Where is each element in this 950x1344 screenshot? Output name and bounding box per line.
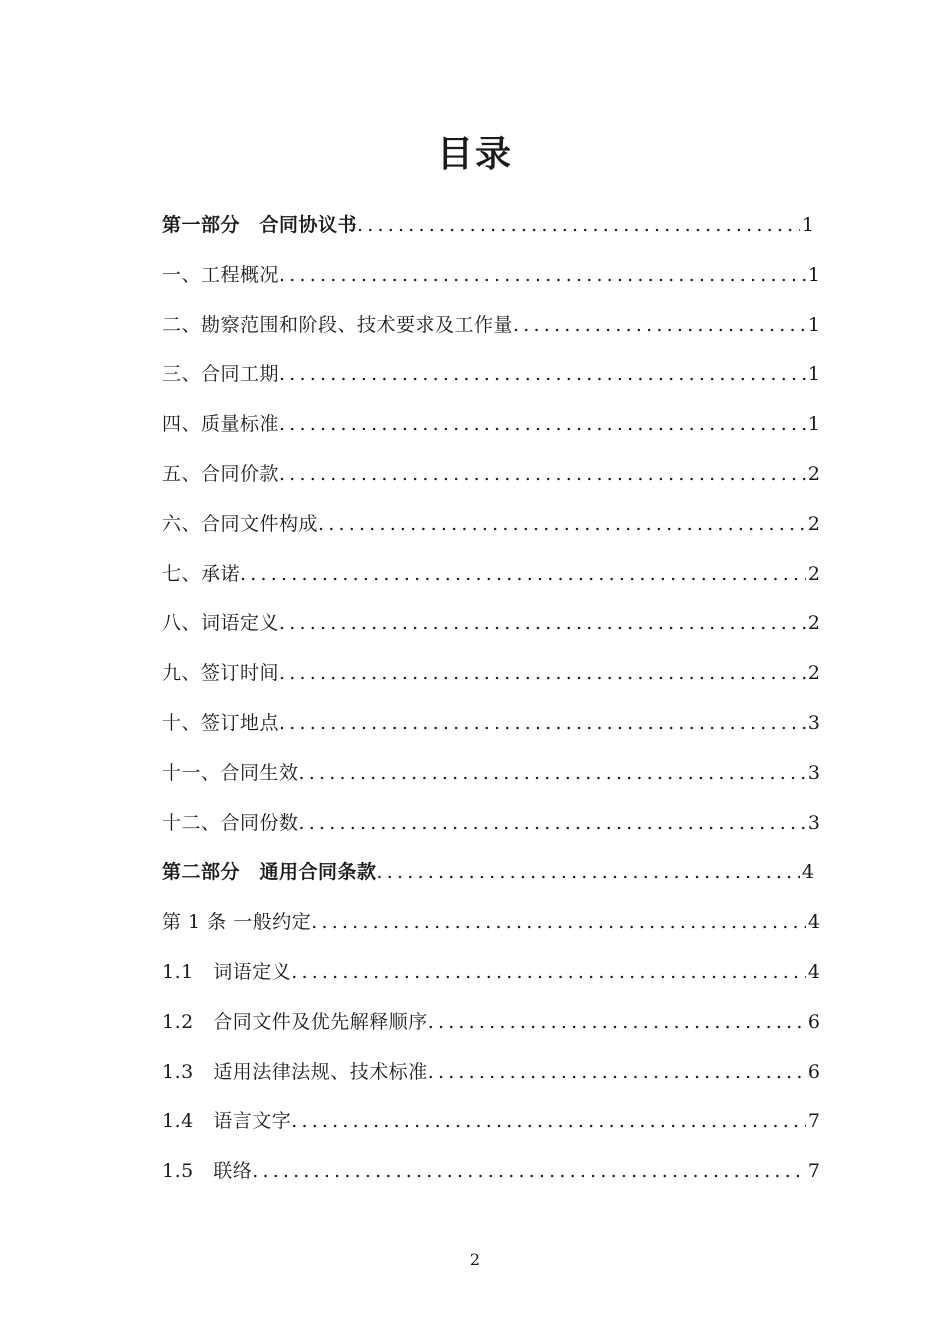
- toc-entry[interactable]: [162, 1054, 820, 1104]
- toc-entry-label: 一、工程概况: [162, 263, 280, 286]
- toc-entry-page-number: 7: [807, 1160, 820, 1183]
- toc-entry-label: 1.2 合同文件及优先解释顺序: [162, 1010, 428, 1033]
- toc-dot-leader: [252, 1153, 806, 1189]
- toc-entry-page-number: 7: [807, 1110, 820, 1133]
- toc-dot-leader: [299, 805, 806, 841]
- toc-entry[interactable]: [162, 904, 820, 954]
- toc-entry-label: 三、合同工期: [162, 363, 280, 386]
- toc-entry[interactable]: [162, 605, 820, 655]
- toc-dot-leader: [279, 655, 806, 691]
- toc-entry-label: 八、词语定义: [162, 612, 280, 635]
- toc-entry-label: 五、合同价款: [162, 462, 280, 485]
- toc-entry-label: 第二部分 通用合同条款: [162, 861, 377, 884]
- toc-dot-leader: [428, 1004, 806, 1040]
- toc-dot-leader: [513, 307, 806, 343]
- toc-entry-label: 1.5 联络: [162, 1160, 253, 1183]
- toc-entry-label: 十一、合同生效: [162, 761, 299, 784]
- table-of-contents: [162, 207, 820, 1203]
- toc-entry[interactable]: [162, 406, 820, 456]
- page-number: 2: [469, 1250, 481, 1269]
- toc-entry-page-number: 3: [807, 761, 820, 784]
- toc-entry-label: 1.3 适用法律法规、技术标准: [162, 1060, 428, 1083]
- toc-entry[interactable]: [162, 556, 820, 606]
- toc-dot-leader: [279, 605, 806, 641]
- toc-entry-page-number: 2: [807, 562, 820, 585]
- toc-entry-label: 第一部分 合同协议书: [162, 214, 358, 236]
- toc-entry[interactable]: [162, 1153, 820, 1203]
- toc-entry[interactable]: [162, 356, 820, 406]
- toc-entry[interactable]: [162, 307, 820, 357]
- toc-entry-label: 七、承诺: [162, 562, 241, 585]
- toc-dot-leader: [318, 506, 806, 542]
- toc-entry[interactable]: [162, 1004, 820, 1054]
- toc-entry[interactable]: [162, 506, 820, 556]
- toc-dot-leader: [279, 705, 806, 741]
- toc-entry-page-number: 4: [807, 911, 820, 934]
- toc-entry[interactable]: [162, 805, 820, 855]
- toc-entry-label: 1.1 词语定义: [162, 960, 292, 983]
- toc-entry-label: 九、签订时间: [162, 662, 280, 685]
- toc-dot-leader: [311, 904, 806, 940]
- toc-entry[interactable]: [162, 655, 820, 705]
- toc-dot-leader: [357, 207, 800, 243]
- toc-dot-leader: [428, 1054, 806, 1090]
- toc-part-heading[interactable]: [162, 854, 820, 904]
- toc-entry-page-number: 1: [801, 214, 814, 236]
- toc-entry-page-number: 1: [807, 313, 820, 336]
- toc-entry-label: 六、合同文件构成: [162, 512, 319, 535]
- toc-entry-page-number: 6: [807, 1010, 820, 1033]
- toc-entry-page-number: 3: [807, 811, 820, 834]
- toc-title: 目录: [436, 133, 513, 175]
- toc-entry-label: 二、勘察范围和阶段、技术要求及工作量: [162, 313, 514, 336]
- toc-entry[interactable]: [162, 755, 820, 805]
- toc-entry-label: 四、质量标准: [162, 413, 280, 436]
- toc-dot-leader: [279, 456, 806, 492]
- toc-dot-leader: [377, 854, 800, 890]
- toc-entry-page-number: 2: [807, 512, 820, 535]
- toc-entry-label: 十、签订地点: [162, 711, 280, 734]
- toc-dot-leader: [299, 755, 806, 791]
- toc-entry[interactable]: [162, 456, 820, 506]
- toc-entry-page-number: 4: [801, 861, 814, 884]
- toc-entry[interactable]: [162, 705, 820, 755]
- toc-dot-leader: [291, 1103, 806, 1139]
- toc-entry-page-number: 4: [807, 960, 820, 983]
- toc-entry-page-number: 3: [807, 711, 820, 734]
- toc-entry-page-number: 1: [807, 263, 820, 286]
- toc-entry-page-number: 1: [807, 413, 820, 436]
- toc-dot-leader: [291, 954, 806, 990]
- toc-part-heading[interactable]: [162, 207, 820, 257]
- toc-dot-leader: [279, 406, 806, 442]
- toc-entry-label: 第 1 条 一般约定: [162, 911, 312, 934]
- toc-entry-label: 1.4 语言文字: [162, 1110, 292, 1133]
- toc-entry-page-number: 2: [807, 612, 820, 635]
- toc-entry-page-number: 2: [807, 662, 820, 685]
- toc-dot-leader: [279, 257, 806, 293]
- toc-entry-page-number: 6: [807, 1060, 820, 1083]
- toc-dot-leader: [240, 556, 806, 592]
- toc-entry[interactable]: [162, 257, 820, 307]
- toc-entry-page-number: 2: [807, 462, 820, 485]
- toc-entry[interactable]: [162, 1103, 820, 1153]
- toc-entry-label: 十二、合同份数: [162, 811, 299, 834]
- toc-dot-leader: [279, 356, 806, 392]
- toc-entry[interactable]: [162, 954, 820, 1004]
- toc-entry-page-number: 1: [807, 363, 820, 386]
